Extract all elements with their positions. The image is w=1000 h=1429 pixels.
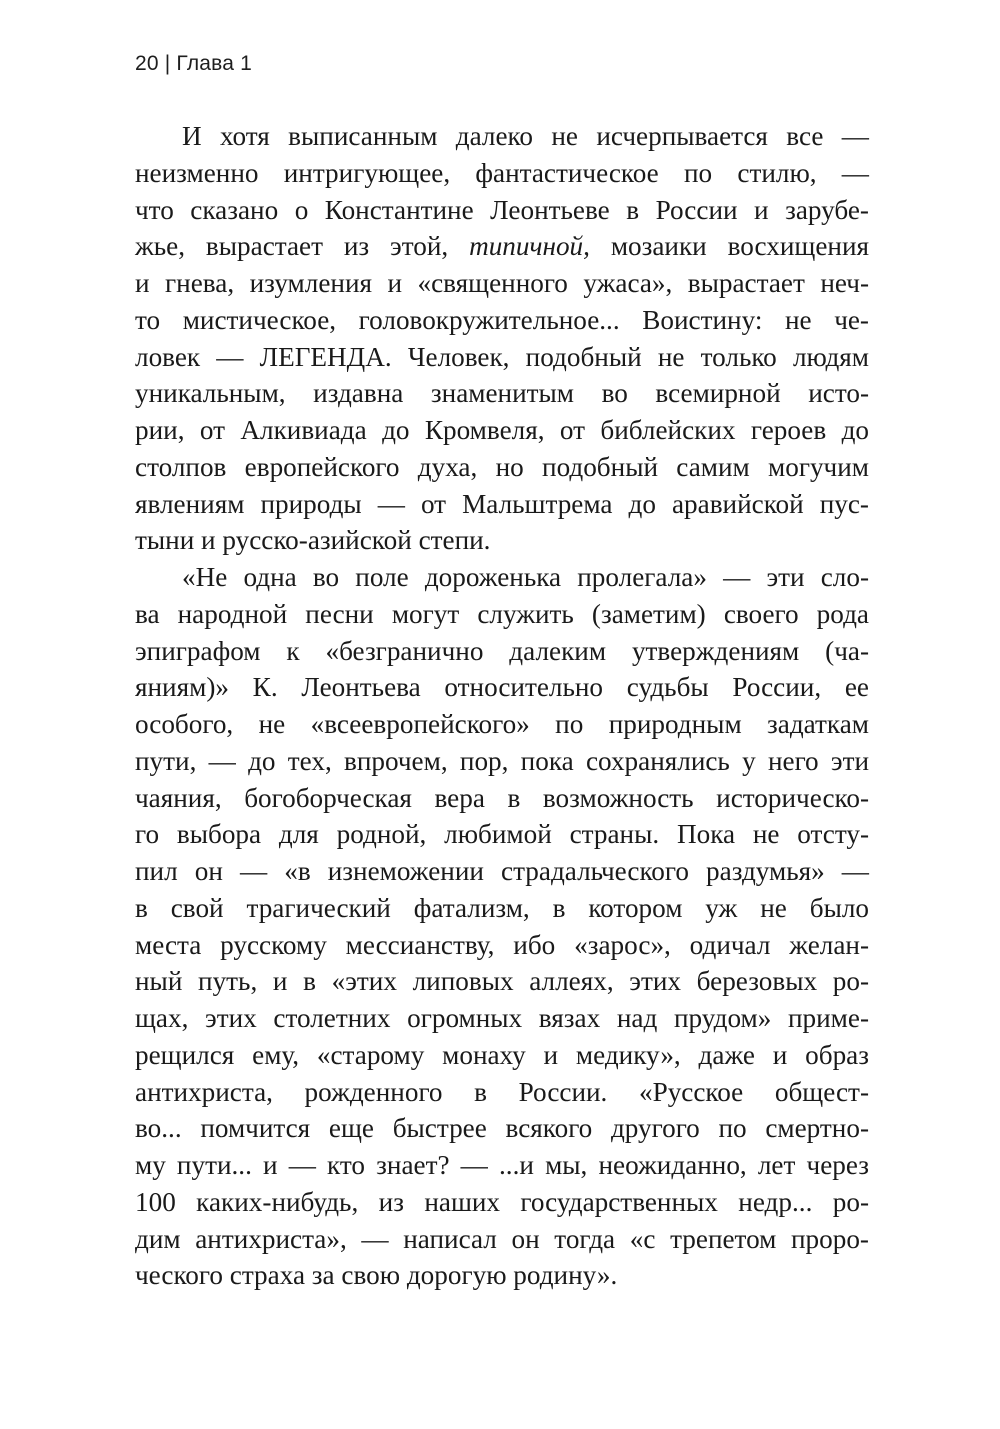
text-segment: эпиграфом к «безгранично далеким утверждениям (ча-: [135, 635, 869, 666]
text-segment: 100 каких-нибудь, из наших государственных недр... ро-: [135, 1186, 869, 1217]
text-line: [135, 339, 869, 376]
text-line: [135, 522, 869, 559]
header-separator: |: [164, 52, 171, 75]
text-segment: столпов европейского духа, но подобный самим могучим: [135, 451, 869, 482]
text-line: [135, 118, 869, 155]
text-line: [135, 633, 869, 670]
text-segment: в свой трагический фатализм, в котором уж не было: [135, 892, 869, 923]
text-segment: то мистическое, головокружительное... Воистину: не че-: [135, 304, 869, 335]
text-line: [135, 927, 869, 964]
text-segment: рещился ему, «старому монаху и медику», даже и образ: [135, 1039, 869, 1070]
text-line: [135, 706, 869, 743]
text-line: [135, 890, 869, 927]
text-line: [135, 449, 869, 486]
text-segment: явлениям природы — от Мальштрема до аравийской пус-: [135, 488, 869, 519]
text-segment: ва народной песни могут служить (заметим) своего рода: [135, 598, 869, 629]
chapter-title: Глава 1: [176, 52, 253, 75]
text-segment: жье, вырастает из этой,: [135, 231, 470, 262]
text-segment: «Не одна во поле дороженька пролегала» — эти сло-: [182, 562, 869, 592]
text-line: [135, 1147, 869, 1184]
text-line: [135, 743, 869, 780]
text-segment: неизменно интригующее, фантастическое по стилю, —: [135, 157, 869, 188]
text-segment: во... помчится еще быстрее всякого другого по смертно-: [135, 1113, 869, 1144]
text-line: [135, 1000, 869, 1037]
text-line: [135, 1037, 869, 1074]
text-line: [135, 265, 869, 302]
text-segment: уникальным, издавна знаменитым во всемирной исто-: [135, 378, 869, 409]
text-line: [135, 486, 869, 523]
text-segment: пил он — «в изнеможении страдальческого раздумья» —: [135, 856, 869, 886]
paragraph: [135, 118, 869, 559]
text-segment: щах, этих столетних огромных вязах над прудом» приме-: [135, 1003, 869, 1033]
text-segment: го выбора для родной, любимой страны. Пока не отсту-: [135, 819, 869, 850]
text-line: [135, 1257, 869, 1294]
text-segment: мозаики восхищения: [589, 231, 870, 262]
text-segment: яниям)» К. Леонтьева относительно судьбы России, ее: [135, 672, 869, 703]
text-line: [135, 375, 869, 412]
text-line: [135, 1184, 869, 1221]
text-segment: особого, не «всеевропейского» по природным задаткам: [135, 709, 869, 739]
text-line: [135, 780, 869, 817]
text-segment: пути, — до тех, впрочем, пор, пока сохранялись у него эти: [135, 745, 869, 776]
text-line: [135, 669, 869, 706]
text-line: [135, 559, 869, 596]
text-segment: и гнева, изумления и «священного ужаса», вырастает неч-: [135, 268, 869, 298]
body-text: [135, 118, 869, 1294]
text-segment: рии, от Алкивиада до Кромвеля, от библейских героев до: [135, 415, 869, 445]
text-segment: тыни и русско-азийской степи.: [135, 525, 491, 556]
page-number: 20: [135, 52, 159, 75]
paragraph: [135, 559, 869, 1294]
text-line: [135, 228, 869, 265]
text-line: [135, 816, 869, 853]
italic-text: типичной,: [469, 231, 590, 262]
text-segment: дим антихриста», — написал он тогда «с трепетом проро-: [135, 1223, 869, 1254]
text-line: [135, 1110, 869, 1147]
text-line: [135, 963, 869, 1000]
text-line: [135, 412, 869, 449]
text-line: [135, 155, 869, 192]
text-segment: что сказано о Константине Леонтьеве в России и зарубе-: [135, 194, 869, 225]
text-segment: ловек — ЛЕГЕНДА. Человек, подобный не только людям: [135, 341, 869, 372]
text-segment: му пути... и — кто знает? — ...и мы, неожиданно, лет через: [135, 1150, 869, 1180]
text-segment: антихриста, рожденного в России. «Русское общест-: [135, 1076, 869, 1107]
text-segment: места русскому мессианству, ибо «зарос», одичал желан-: [135, 929, 869, 960]
text-line: [135, 1221, 869, 1258]
text-segment: И хотя выписанным далеко не исчерпывается все —: [182, 121, 869, 151]
text-line: [135, 1074, 869, 1111]
running-header: [135, 52, 252, 76]
text-segment: ческого страха за свою дорогую родину».: [135, 1260, 618, 1291]
text-line: [135, 302, 869, 339]
text-line: [135, 853, 869, 890]
text-line: [135, 596, 869, 633]
text-segment: ный путь, и в «этих липовых аллеях, этих березовых ро-: [135, 966, 869, 997]
text-segment: чаяния, богоборческая вера в возможность историческо-: [135, 782, 869, 813]
text-line: [135, 192, 869, 229]
